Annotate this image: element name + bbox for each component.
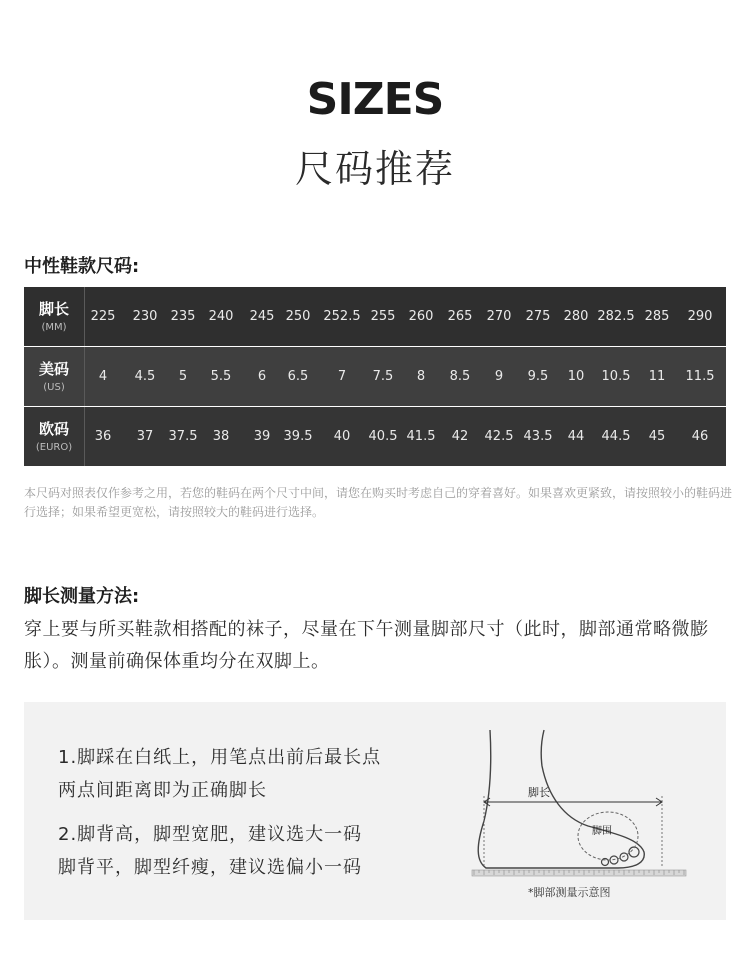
measure-panel bbox=[24, 702, 726, 920]
size-cell: 40 bbox=[333, 429, 351, 444]
row-header bbox=[24, 287, 85, 346]
measure-section-heading: 脚长测量方法: bbox=[24, 586, 140, 607]
size-cell: 290 bbox=[687, 309, 713, 324]
size-cell: 43.5 bbox=[523, 429, 553, 444]
step-2 bbox=[58, 818, 362, 884]
size-cell: 235 bbox=[170, 309, 196, 324]
size-cell: 8.5 bbox=[449, 369, 471, 384]
size-cell: 44 bbox=[567, 429, 585, 444]
size-cell: 37 bbox=[136, 429, 154, 444]
size-cell: 260 bbox=[408, 309, 434, 324]
size-cell: 38 bbox=[212, 429, 230, 444]
size-table bbox=[24, 287, 726, 466]
row-unit: (MM) bbox=[41, 322, 67, 333]
row-label: 脚长 bbox=[38, 300, 69, 318]
step-1-line-2: 两点间距离即为正确脚长 bbox=[58, 780, 267, 801]
row-euro-size bbox=[24, 407, 726, 466]
step-2-line-2: 脚背平，脚型纤瘦，建议选偏小一码 bbox=[58, 857, 362, 878]
size-cell: 9.5 bbox=[527, 369, 549, 384]
size-cell: 5 bbox=[178, 369, 188, 384]
foot-measure-diagram bbox=[468, 726, 698, 908]
row-header bbox=[24, 407, 85, 466]
size-cell: 7.5 bbox=[372, 369, 394, 384]
size-cell: 41.5 bbox=[406, 429, 436, 444]
size-cell: 46 bbox=[691, 429, 709, 444]
row-foot-length bbox=[24, 287, 726, 346]
size-cell: 4.5 bbox=[134, 369, 156, 384]
size-cell: 45 bbox=[648, 429, 666, 444]
size-cell: 265 bbox=[447, 309, 473, 324]
size-cell: 7 bbox=[337, 369, 347, 384]
measure-description: 穿上要与所买鞋款相搭配的袜子，尽量在下午测量脚部尺寸（此时，脚部通常略微膨胀）。测量前确保体重均分在双脚上。 bbox=[24, 619, 709, 672]
diagram-caption: *脚部测量示意图 bbox=[528, 886, 611, 899]
step-2-line-1: 2.脚背高，脚型宽肥，建议选大一码 bbox=[58, 824, 363, 845]
size-cell: 10 bbox=[567, 369, 585, 384]
foot-illustration bbox=[468, 726, 698, 908]
size-note: 本尺码对照表仅作参考之用，若您的鞋码在两个尺寸中间，请您在购买时考虑自己的穿着喜好。如果喜欢更紧致，请按照较小的鞋码进行选择；如果希望更宽松，请按照较大的鞋码进行选择。 bbox=[24, 486, 733, 519]
size-cell: 230 bbox=[132, 309, 158, 324]
size-cell: 245 bbox=[249, 309, 275, 324]
size-cell: 40.5 bbox=[368, 429, 398, 444]
size-cell: 39.5 bbox=[283, 429, 313, 444]
step-1 bbox=[58, 741, 381, 807]
page-subtitle: 尺码推荐 bbox=[294, 147, 455, 191]
row-unit: (US) bbox=[43, 382, 65, 393]
row-us-size bbox=[24, 347, 726, 406]
size-cell: 5.5 bbox=[210, 369, 232, 384]
size-cell: 270 bbox=[486, 309, 512, 324]
size-cell: 285 bbox=[644, 309, 670, 324]
size-cell: 250 bbox=[285, 309, 311, 324]
row-label: 欧码 bbox=[38, 420, 69, 438]
size-cell: 280 bbox=[563, 309, 589, 324]
size-cell: 225 bbox=[90, 309, 116, 324]
size-cell: 4 bbox=[98, 369, 108, 384]
size-cell: 255 bbox=[370, 309, 396, 324]
step-1-line-1: 1.脚踩在白纸上，用笔点出前后最长点 bbox=[58, 747, 382, 768]
size-section-heading: 中性鞋款尺码: bbox=[24, 256, 140, 277]
size-cell: 240 bbox=[208, 309, 234, 324]
row-label: 美码 bbox=[38, 360, 69, 378]
size-cell: 42 bbox=[451, 429, 469, 444]
size-cell: 11.5 bbox=[685, 369, 715, 384]
size-cell: 10.5 bbox=[601, 369, 631, 384]
size-cell: 42.5 bbox=[484, 429, 514, 444]
size-cell: 252.5 bbox=[323, 309, 361, 324]
size-cell: 36 bbox=[94, 429, 112, 444]
size-cell: 37.5 bbox=[168, 429, 198, 444]
row-header bbox=[24, 347, 85, 406]
size-cell: 8 bbox=[416, 369, 426, 384]
length-label: 脚长 bbox=[528, 786, 550, 799]
page-title: SIZES bbox=[306, 74, 444, 125]
size-cell: 44.5 bbox=[601, 429, 631, 444]
row-unit: (EURO) bbox=[35, 442, 73, 453]
size-cell: 6 bbox=[257, 369, 267, 384]
size-cell: 6.5 bbox=[287, 369, 309, 384]
girth-label: 脚围 bbox=[592, 826, 612, 837]
size-cell: 9 bbox=[494, 369, 504, 384]
size-cell: 282.5 bbox=[597, 309, 635, 324]
size-cell: 11 bbox=[648, 369, 666, 384]
size-cell: 275 bbox=[525, 309, 551, 324]
size-cell: 39 bbox=[253, 429, 271, 444]
